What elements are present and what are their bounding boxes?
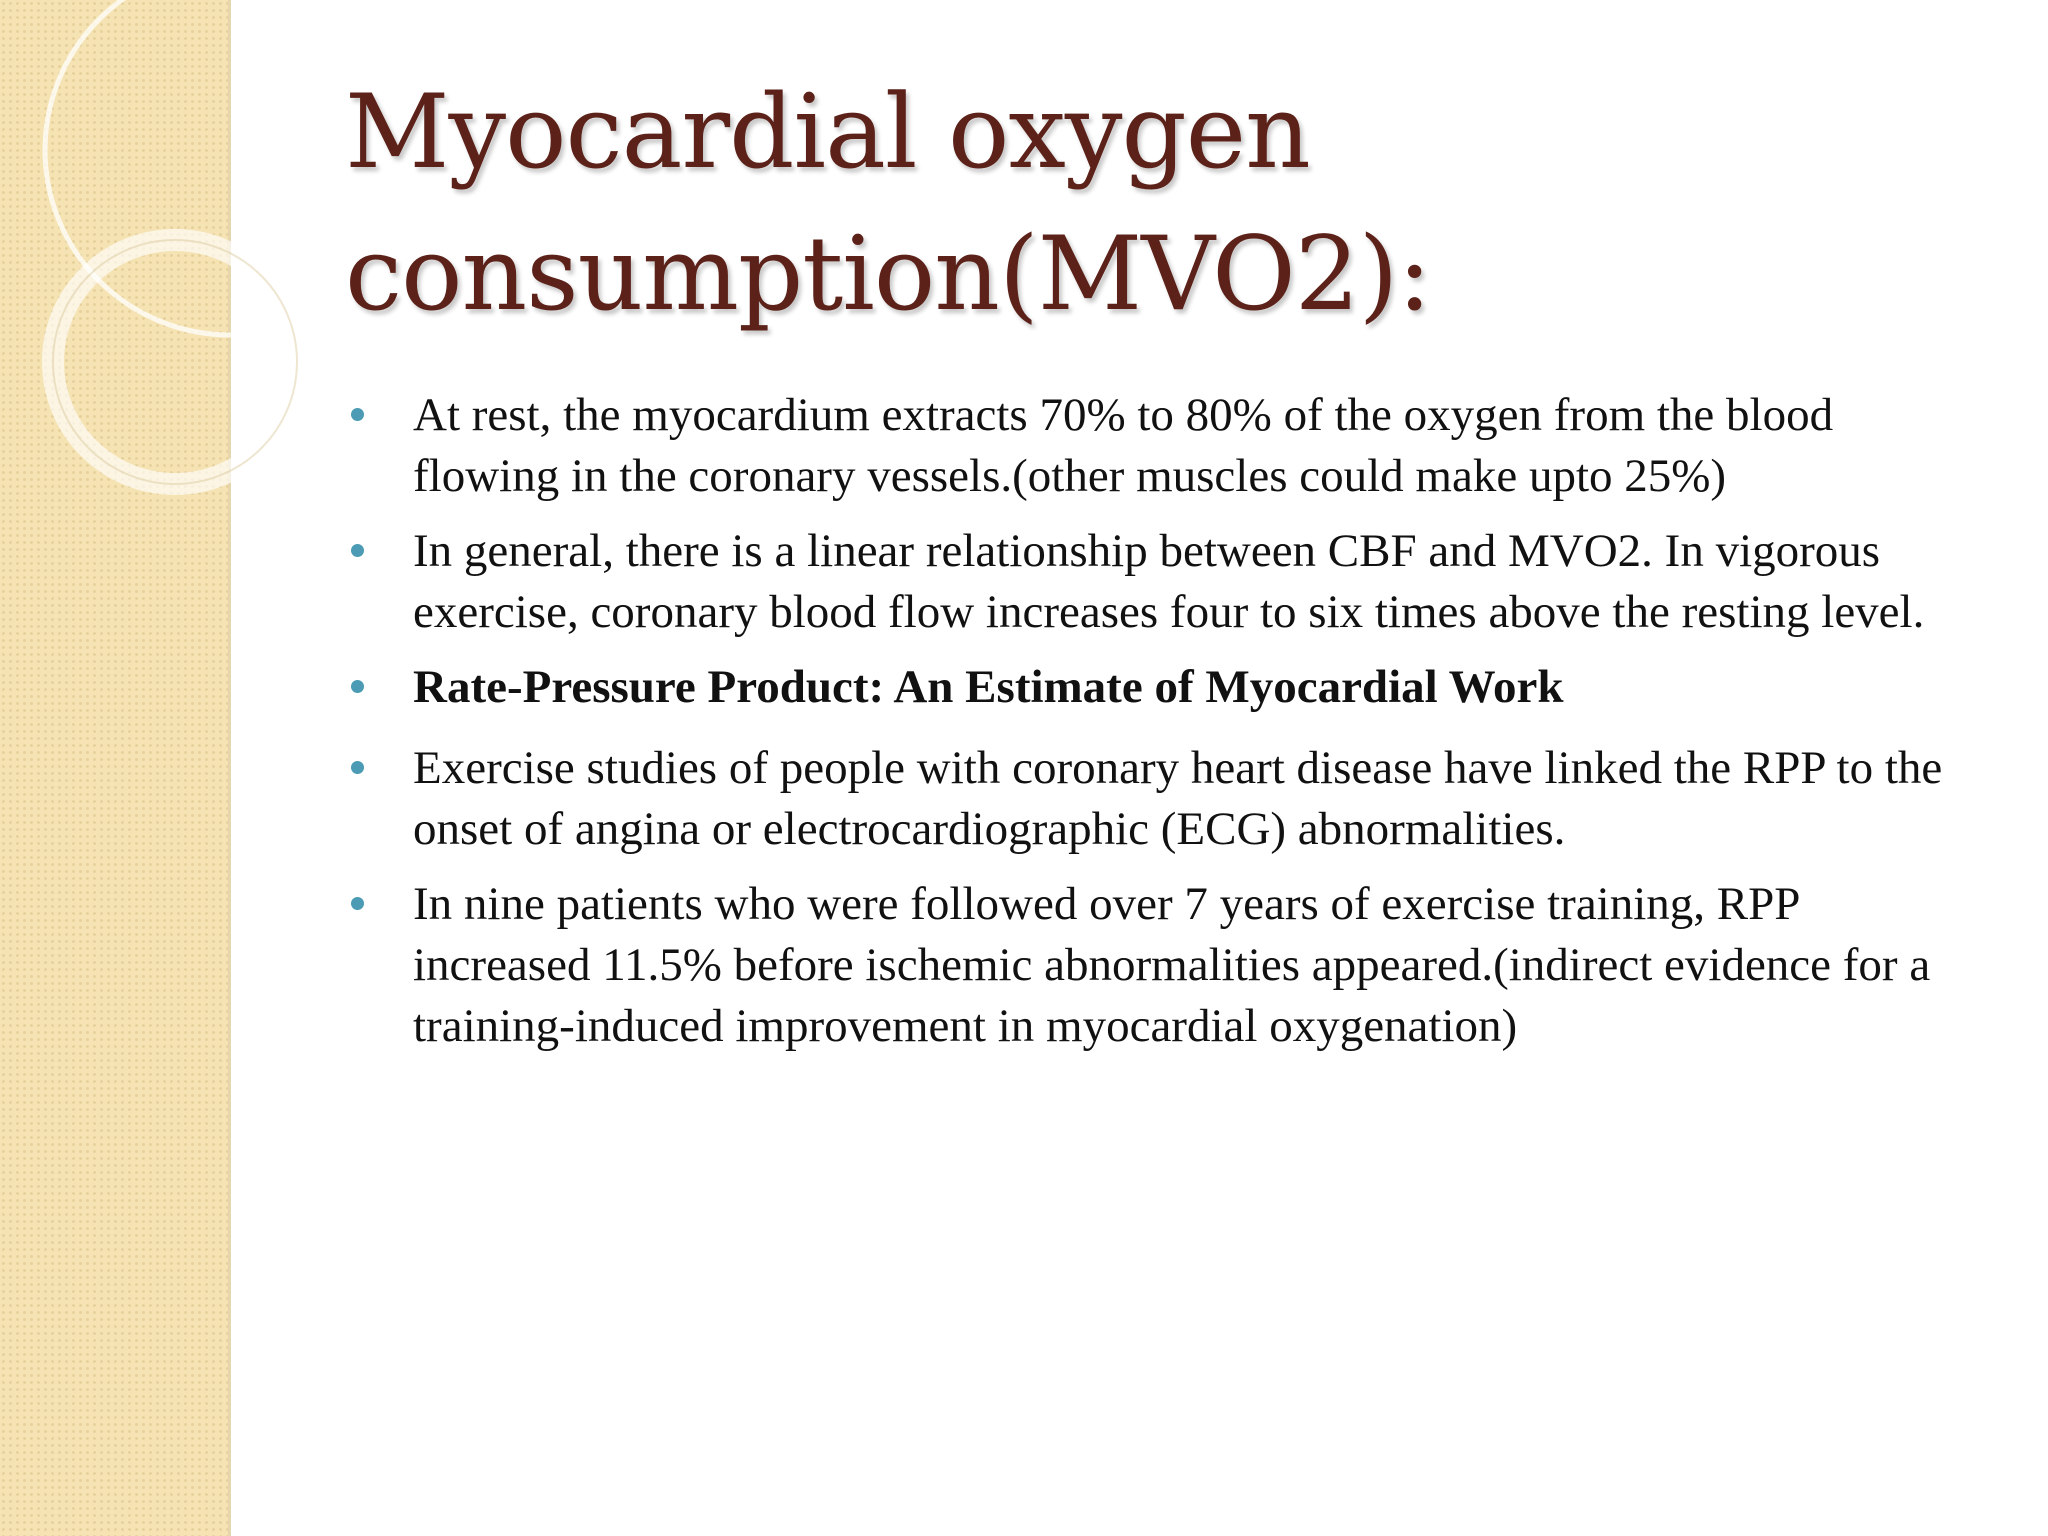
bullet-dot-icon [351, 680, 364, 693]
decorative-rings-icon [0, 0, 330, 520]
bullet-item-heading [345, 657, 1965, 718]
bullet-item [345, 874, 1965, 1057]
bullet-text: At rest, the myocardium extracts 70% to 80% of the oxygen from the blood flowing in the coronary vessels.(other muscles could make upto 25%) [413, 389, 1834, 502]
bullet-text: Rate-Pressure Product: An Estimate of Myocardial Work [413, 661, 1564, 713]
title-line-2: consumption(MVO2): [345, 215, 1431, 334]
bullet-dot-icon [351, 897, 364, 910]
bullet-item [345, 521, 1965, 643]
bullet-dot-icon [351, 544, 364, 557]
bullet-text: In general, there is a linear relationship between CBF and MVO2. In vigorous exercise, coronary blood flow increases four to six times above the resting level. [413, 525, 1925, 638]
bullet-text: Exercise studies of people with coronary heart disease have linked the RPP to the onset of angina or electrocardiographic (ECG) abnormalities. [413, 742, 1943, 855]
bullet-list [345, 385, 1965, 1071]
bullet-dot-icon [351, 408, 364, 421]
slide-title [345, 62, 1965, 346]
bullet-item [345, 385, 1965, 507]
bullet-dot-icon [351, 761, 364, 774]
bullet-item [345, 738, 1965, 860]
bullet-text: In nine patients who were followed over 7 years of exercise training, RPP increased 11.5% before ischemic abnormalities appeared.(indirect evidence for a training-induced improvement in myocardial oxygenation) [413, 878, 1931, 1052]
title-line-1: Myocardial oxygen [345, 73, 1310, 192]
